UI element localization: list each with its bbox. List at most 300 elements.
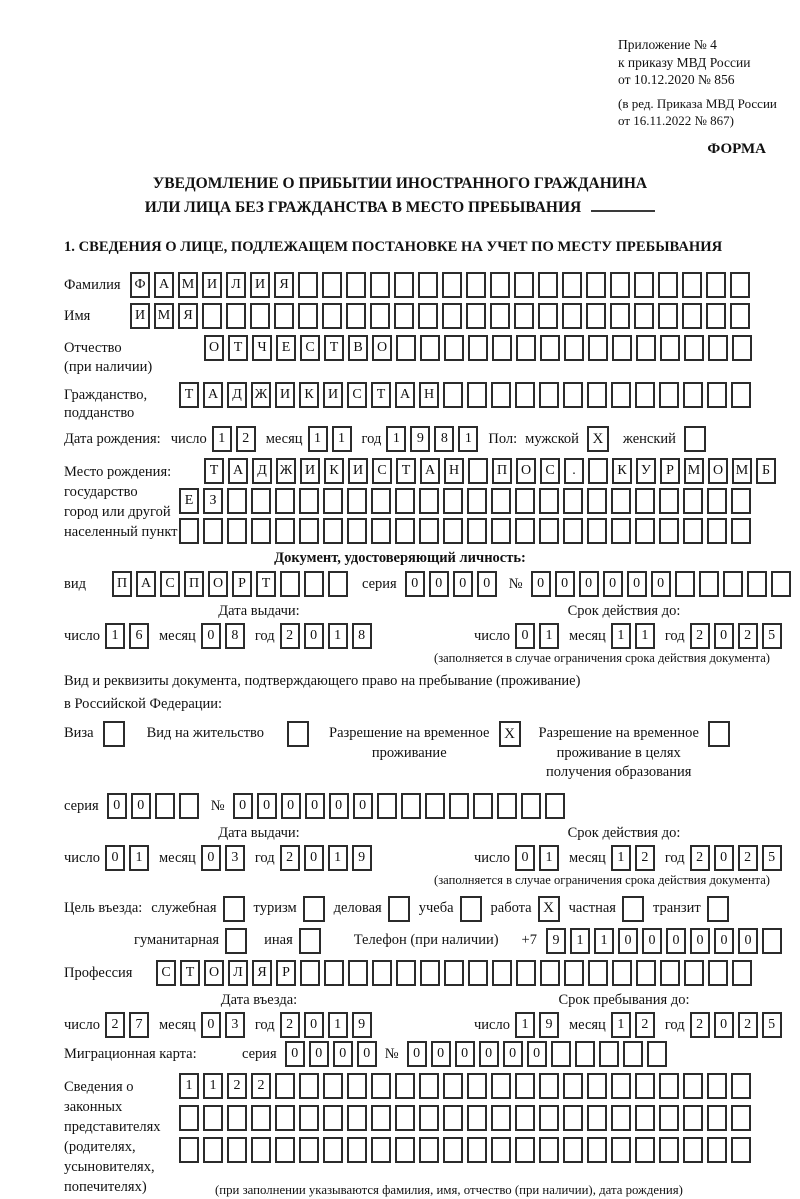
char-cell[interactable]: Д bbox=[252, 458, 272, 484]
char-cell[interactable]: 0 bbox=[405, 571, 425, 597]
purpose-checkbox[interactable]: X bbox=[538, 896, 560, 922]
char-cell[interactable] bbox=[372, 960, 392, 986]
char-cell[interactable]: Т bbox=[324, 335, 344, 361]
char-cell[interactable]: Т bbox=[371, 382, 391, 408]
char-cell[interactable] bbox=[371, 1105, 391, 1131]
char-cell[interactable] bbox=[660, 960, 680, 986]
char-cell[interactable] bbox=[227, 518, 247, 544]
char-cell[interactable] bbox=[545, 793, 565, 819]
char-cell[interactable]: 0 bbox=[281, 793, 301, 819]
char-cell[interactable] bbox=[587, 1105, 607, 1131]
char-cell[interactable]: 9 bbox=[539, 1012, 559, 1038]
char-cell[interactable] bbox=[468, 458, 488, 484]
purpose-checkbox[interactable] bbox=[225, 928, 247, 954]
char-cell[interactable]: И bbox=[275, 382, 295, 408]
char-cell[interactable]: Ч bbox=[252, 335, 272, 361]
char-cell[interactable]: 5 bbox=[762, 1012, 782, 1038]
char-cell[interactable] bbox=[467, 488, 487, 514]
char-cell[interactable] bbox=[611, 1137, 631, 1163]
char-cell[interactable] bbox=[699, 571, 719, 597]
char-cell[interactable]: М bbox=[684, 458, 704, 484]
char-cell[interactable]: 0 bbox=[477, 571, 497, 597]
char-cell[interactable] bbox=[370, 272, 390, 298]
char-cell[interactable]: 2 bbox=[738, 623, 758, 649]
char-cell[interactable] bbox=[515, 1073, 535, 1099]
char-cell[interactable] bbox=[202, 303, 222, 329]
char-cell[interactable] bbox=[599, 1041, 619, 1067]
char-cell[interactable]: 3 bbox=[225, 845, 245, 871]
char-cell[interactable] bbox=[539, 488, 559, 514]
char-cell[interactable]: 0 bbox=[690, 928, 710, 954]
char-cell[interactable] bbox=[203, 1137, 223, 1163]
char-cell[interactable] bbox=[610, 303, 630, 329]
char-cell[interactable] bbox=[659, 488, 679, 514]
char-cell[interactable] bbox=[466, 272, 486, 298]
purpose-checkbox[interactable] bbox=[299, 928, 321, 954]
char-cell[interactable]: О bbox=[208, 571, 228, 597]
char-cell[interactable]: 0 bbox=[107, 793, 127, 819]
char-cell[interactable]: 0 bbox=[651, 571, 671, 597]
char-cell[interactable] bbox=[634, 272, 654, 298]
char-cell[interactable] bbox=[731, 382, 751, 408]
char-cell[interactable] bbox=[539, 1073, 559, 1099]
char-cell[interactable] bbox=[275, 488, 295, 514]
char-cell[interactable]: 2 bbox=[738, 845, 758, 871]
char-cell[interactable] bbox=[251, 488, 271, 514]
char-cell[interactable]: 1 bbox=[611, 623, 631, 649]
char-cell[interactable] bbox=[587, 382, 607, 408]
char-cell[interactable] bbox=[706, 272, 726, 298]
char-cell[interactable] bbox=[563, 518, 583, 544]
char-cell[interactable] bbox=[635, 1073, 655, 1099]
char-cell[interactable] bbox=[347, 518, 367, 544]
char-cell[interactable] bbox=[395, 1137, 415, 1163]
char-cell[interactable] bbox=[348, 960, 368, 986]
char-cell[interactable] bbox=[659, 518, 679, 544]
char-cell[interactable] bbox=[396, 335, 416, 361]
char-cell[interactable] bbox=[551, 1041, 571, 1067]
char-cell[interactable] bbox=[659, 382, 679, 408]
char-cell[interactable]: 0 bbox=[503, 1041, 523, 1067]
char-cell[interactable] bbox=[514, 303, 534, 329]
char-cell[interactable] bbox=[444, 960, 464, 986]
char-cell[interactable]: . bbox=[564, 458, 584, 484]
char-cell[interactable]: С bbox=[540, 458, 560, 484]
char-cell[interactable] bbox=[539, 518, 559, 544]
char-cell[interactable] bbox=[731, 488, 751, 514]
char-cell[interactable] bbox=[491, 518, 511, 544]
char-cell[interactable] bbox=[251, 1105, 271, 1131]
char-cell[interactable]: Я bbox=[274, 272, 294, 298]
char-cell[interactable]: 0 bbox=[714, 623, 734, 649]
char-cell[interactable]: 1 bbox=[458, 426, 478, 452]
char-cell[interactable] bbox=[443, 382, 463, 408]
char-cell[interactable]: 0 bbox=[285, 1041, 305, 1067]
char-cell[interactable] bbox=[540, 960, 560, 986]
char-cell[interactable] bbox=[323, 1105, 343, 1131]
char-cell[interactable]: 2 bbox=[690, 623, 710, 649]
char-cell[interactable] bbox=[586, 303, 606, 329]
char-cell[interactable] bbox=[564, 335, 584, 361]
char-cell[interactable] bbox=[442, 303, 462, 329]
char-cell[interactable] bbox=[708, 335, 728, 361]
char-cell[interactable]: О bbox=[204, 335, 224, 361]
char-cell[interactable]: 0 bbox=[305, 793, 325, 819]
char-cell[interactable] bbox=[587, 1073, 607, 1099]
char-cell[interactable] bbox=[683, 518, 703, 544]
char-cell[interactable] bbox=[723, 571, 743, 597]
char-cell[interactable] bbox=[419, 1073, 439, 1099]
char-cell[interactable] bbox=[707, 382, 727, 408]
char-cell[interactable] bbox=[324, 960, 344, 986]
char-cell[interactable] bbox=[588, 458, 608, 484]
char-cell[interactable]: Е bbox=[179, 488, 199, 514]
char-cell[interactable] bbox=[611, 518, 631, 544]
char-cell[interactable]: И bbox=[130, 303, 150, 329]
char-cell[interactable]: К bbox=[612, 458, 632, 484]
char-cell[interactable] bbox=[683, 1105, 703, 1131]
char-cell[interactable] bbox=[538, 272, 558, 298]
char-cell[interactable] bbox=[647, 1041, 667, 1067]
char-cell[interactable] bbox=[467, 518, 487, 544]
char-cell[interactable] bbox=[635, 382, 655, 408]
char-cell[interactable]: Н bbox=[444, 458, 464, 484]
char-cell[interactable] bbox=[250, 303, 270, 329]
char-cell[interactable] bbox=[492, 960, 512, 986]
char-cell[interactable]: 2 bbox=[280, 1012, 300, 1038]
char-cell[interactable] bbox=[346, 272, 366, 298]
char-cell[interactable] bbox=[684, 335, 704, 361]
char-cell[interactable] bbox=[731, 1137, 751, 1163]
char-cell[interactable] bbox=[562, 303, 582, 329]
char-cell[interactable] bbox=[323, 488, 343, 514]
char-cell[interactable] bbox=[587, 488, 607, 514]
char-cell[interactable]: 0 bbox=[603, 571, 623, 597]
char-cell[interactable] bbox=[587, 1137, 607, 1163]
char-cell[interactable] bbox=[443, 488, 463, 514]
char-cell[interactable] bbox=[251, 1137, 271, 1163]
char-cell[interactable] bbox=[323, 518, 343, 544]
char-cell[interactable]: 0 bbox=[357, 1041, 377, 1067]
char-cell[interactable] bbox=[682, 303, 702, 329]
char-cell[interactable]: 2 bbox=[635, 1012, 655, 1038]
char-cell[interactable] bbox=[420, 960, 440, 986]
char-cell[interactable]: 0 bbox=[627, 571, 647, 597]
char-cell[interactable] bbox=[299, 1105, 319, 1131]
char-cell[interactable]: 0 bbox=[579, 571, 599, 597]
char-cell[interactable] bbox=[275, 1105, 295, 1131]
char-cell[interactable] bbox=[707, 488, 727, 514]
char-cell[interactable] bbox=[298, 272, 318, 298]
char-cell[interactable] bbox=[300, 960, 320, 986]
char-cell[interactable]: 2 bbox=[227, 1073, 247, 1099]
char-cell[interactable]: 1 bbox=[212, 426, 232, 452]
char-cell[interactable]: 2 bbox=[635, 845, 655, 871]
char-cell[interactable]: 9 bbox=[410, 426, 430, 452]
char-cell[interactable]: 0 bbox=[642, 928, 662, 954]
char-cell[interactable] bbox=[491, 1137, 511, 1163]
char-cell[interactable]: К bbox=[324, 458, 344, 484]
char-cell[interactable] bbox=[227, 1105, 247, 1131]
char-cell[interactable] bbox=[467, 382, 487, 408]
char-cell[interactable] bbox=[491, 382, 511, 408]
char-cell[interactable] bbox=[675, 571, 695, 597]
char-cell[interactable] bbox=[275, 1137, 295, 1163]
char-cell[interactable]: У bbox=[636, 458, 656, 484]
char-cell[interactable] bbox=[419, 518, 439, 544]
char-cell[interactable] bbox=[516, 335, 536, 361]
char-cell[interactable] bbox=[227, 1137, 247, 1163]
char-cell[interactable] bbox=[491, 1073, 511, 1099]
char-cell[interactable]: 3 bbox=[225, 1012, 245, 1038]
char-cell[interactable] bbox=[443, 1105, 463, 1131]
char-cell[interactable]: Р bbox=[276, 960, 296, 986]
char-cell[interactable]: О bbox=[516, 458, 536, 484]
char-cell[interactable]: 2 bbox=[738, 1012, 758, 1038]
char-cell[interactable]: С bbox=[156, 960, 176, 986]
char-cell[interactable]: 1 bbox=[635, 623, 655, 649]
char-cell[interactable]: 0 bbox=[714, 1012, 734, 1038]
char-cell[interactable]: С bbox=[300, 335, 320, 361]
visa-checkbox[interactable] bbox=[103, 721, 125, 747]
char-cell[interactable] bbox=[707, 518, 727, 544]
char-cell[interactable] bbox=[418, 303, 438, 329]
char-cell[interactable] bbox=[731, 518, 751, 544]
char-cell[interactable] bbox=[623, 1041, 643, 1067]
char-cell[interactable]: А bbox=[420, 458, 440, 484]
char-cell[interactable] bbox=[562, 272, 582, 298]
char-cell[interactable] bbox=[328, 571, 348, 597]
char-cell[interactable]: 9 bbox=[352, 1012, 372, 1038]
char-cell[interactable] bbox=[706, 303, 726, 329]
char-cell[interactable] bbox=[497, 793, 517, 819]
char-cell[interactable] bbox=[473, 793, 493, 819]
char-cell[interactable]: З bbox=[203, 488, 223, 514]
char-cell[interactable] bbox=[419, 1137, 439, 1163]
char-cell[interactable]: И bbox=[202, 272, 222, 298]
char-cell[interactable] bbox=[762, 928, 782, 954]
char-cell[interactable]: 2 bbox=[280, 623, 300, 649]
char-cell[interactable] bbox=[731, 1105, 751, 1131]
char-cell[interactable] bbox=[490, 272, 510, 298]
char-cell[interactable] bbox=[612, 335, 632, 361]
char-cell[interactable]: 6 bbox=[129, 623, 149, 649]
char-cell[interactable] bbox=[274, 303, 294, 329]
char-cell[interactable]: 0 bbox=[309, 1041, 329, 1067]
char-cell[interactable] bbox=[466, 303, 486, 329]
char-cell[interactable]: 0 bbox=[257, 793, 277, 819]
char-cell[interactable] bbox=[612, 960, 632, 986]
char-cell[interactable]: 1 bbox=[328, 1012, 348, 1038]
char-cell[interactable] bbox=[491, 488, 511, 514]
char-cell[interactable] bbox=[443, 1137, 463, 1163]
char-cell[interactable]: 1 bbox=[539, 845, 559, 871]
char-cell[interactable] bbox=[395, 488, 415, 514]
char-cell[interactable]: Л bbox=[226, 272, 246, 298]
char-cell[interactable] bbox=[563, 1073, 583, 1099]
char-cell[interactable] bbox=[611, 382, 631, 408]
char-cell[interactable] bbox=[322, 272, 342, 298]
char-cell[interactable]: 5 bbox=[762, 623, 782, 649]
char-cell[interactable] bbox=[467, 1105, 487, 1131]
char-cell[interactable] bbox=[492, 335, 512, 361]
char-cell[interactable] bbox=[587, 518, 607, 544]
char-cell[interactable]: 1 bbox=[129, 845, 149, 871]
char-cell[interactable] bbox=[347, 1073, 367, 1099]
char-cell[interactable] bbox=[683, 1073, 703, 1099]
char-cell[interactable] bbox=[708, 960, 728, 986]
char-cell[interactable] bbox=[347, 1137, 367, 1163]
char-cell[interactable]: А bbox=[228, 458, 248, 484]
char-cell[interactable]: Т bbox=[204, 458, 224, 484]
char-cell[interactable] bbox=[635, 488, 655, 514]
char-cell[interactable] bbox=[730, 272, 750, 298]
char-cell[interactable] bbox=[227, 488, 247, 514]
char-cell[interactable] bbox=[396, 960, 416, 986]
char-cell[interactable] bbox=[298, 303, 318, 329]
char-cell[interactable]: 0 bbox=[666, 928, 686, 954]
char-cell[interactable] bbox=[586, 272, 606, 298]
char-cell[interactable] bbox=[539, 382, 559, 408]
char-cell[interactable]: И bbox=[250, 272, 270, 298]
char-cell[interactable] bbox=[395, 518, 415, 544]
temp-permit-checkbox[interactable]: X bbox=[499, 721, 521, 747]
char-cell[interactable]: 0 bbox=[453, 571, 473, 597]
char-cell[interactable]: 1 bbox=[611, 1012, 631, 1038]
char-cell[interactable]: Ф bbox=[130, 272, 150, 298]
char-cell[interactable]: 8 bbox=[434, 426, 454, 452]
char-cell[interactable] bbox=[275, 1073, 295, 1099]
char-cell[interactable] bbox=[521, 793, 541, 819]
char-cell[interactable] bbox=[659, 1073, 679, 1099]
char-cell[interactable] bbox=[419, 1105, 439, 1131]
char-cell[interactable] bbox=[371, 518, 391, 544]
char-cell[interactable] bbox=[683, 488, 703, 514]
char-cell[interactable] bbox=[707, 1137, 727, 1163]
char-cell[interactable]: О bbox=[708, 458, 728, 484]
char-cell[interactable]: О bbox=[204, 960, 224, 986]
char-cell[interactable] bbox=[636, 335, 656, 361]
char-cell[interactable]: 1 bbox=[386, 426, 406, 452]
char-cell[interactable] bbox=[280, 571, 300, 597]
char-cell[interactable] bbox=[682, 272, 702, 298]
char-cell[interactable] bbox=[395, 1073, 415, 1099]
char-cell[interactable]: М bbox=[178, 272, 198, 298]
char-cell[interactable] bbox=[515, 488, 535, 514]
char-cell[interactable] bbox=[299, 1073, 319, 1099]
char-cell[interactable] bbox=[732, 960, 752, 986]
char-cell[interactable]: И bbox=[348, 458, 368, 484]
char-cell[interactable]: Ж bbox=[251, 382, 271, 408]
char-cell[interactable] bbox=[395, 1105, 415, 1131]
char-cell[interactable] bbox=[442, 272, 462, 298]
char-cell[interactable]: Е bbox=[276, 335, 296, 361]
char-cell[interactable]: 0 bbox=[479, 1041, 499, 1067]
char-cell[interactable] bbox=[418, 272, 438, 298]
char-cell[interactable] bbox=[304, 571, 324, 597]
char-cell[interactable]: 0 bbox=[714, 928, 734, 954]
char-cell[interactable]: С bbox=[160, 571, 180, 597]
char-cell[interactable] bbox=[490, 303, 510, 329]
char-cell[interactable]: 1 bbox=[332, 426, 352, 452]
char-cell[interactable] bbox=[449, 793, 469, 819]
char-cell[interactable] bbox=[610, 272, 630, 298]
char-cell[interactable] bbox=[588, 335, 608, 361]
char-cell[interactable]: 0 bbox=[105, 845, 125, 871]
char-cell[interactable]: 1 bbox=[308, 426, 328, 452]
char-cell[interactable] bbox=[515, 1137, 535, 1163]
char-cell[interactable]: Б bbox=[756, 458, 776, 484]
char-cell[interactable] bbox=[658, 303, 678, 329]
char-cell[interactable] bbox=[730, 303, 750, 329]
char-cell[interactable] bbox=[443, 1073, 463, 1099]
char-cell[interactable] bbox=[658, 272, 678, 298]
char-cell[interactable] bbox=[394, 272, 414, 298]
char-cell[interactable]: 1 bbox=[611, 845, 631, 871]
char-cell[interactable]: 0 bbox=[714, 845, 734, 871]
char-cell[interactable] bbox=[575, 1041, 595, 1067]
char-cell[interactable] bbox=[203, 1105, 223, 1131]
char-cell[interactable]: В bbox=[348, 335, 368, 361]
char-cell[interactable] bbox=[323, 1073, 343, 1099]
char-cell[interactable] bbox=[540, 335, 560, 361]
char-cell[interactable] bbox=[251, 518, 271, 544]
char-cell[interactable] bbox=[275, 518, 295, 544]
char-cell[interactable] bbox=[563, 488, 583, 514]
purpose-checkbox[interactable] bbox=[460, 896, 482, 922]
char-cell[interactable]: Я bbox=[178, 303, 198, 329]
char-cell[interactable]: 1 bbox=[570, 928, 590, 954]
char-cell[interactable] bbox=[515, 518, 535, 544]
char-cell[interactable] bbox=[179, 518, 199, 544]
char-cell[interactable]: М bbox=[732, 458, 752, 484]
char-cell[interactable] bbox=[684, 960, 704, 986]
char-cell[interactable] bbox=[377, 793, 397, 819]
char-cell[interactable]: Я bbox=[252, 960, 272, 986]
char-cell[interactable]: 1 bbox=[105, 623, 125, 649]
char-cell[interactable]: 0 bbox=[407, 1041, 427, 1067]
char-cell[interactable] bbox=[611, 488, 631, 514]
char-cell[interactable]: 9 bbox=[546, 928, 566, 954]
char-cell[interactable] bbox=[370, 303, 390, 329]
sex-male-checkbox[interactable]: X bbox=[587, 426, 609, 452]
char-cell[interactable] bbox=[299, 1137, 319, 1163]
char-cell[interactable] bbox=[563, 1105, 583, 1131]
char-cell[interactable] bbox=[659, 1105, 679, 1131]
char-cell[interactable] bbox=[747, 571, 767, 597]
char-cell[interactable]: 0 bbox=[531, 571, 551, 597]
char-cell[interactable] bbox=[611, 1105, 631, 1131]
sex-female-checkbox[interactable] bbox=[684, 426, 706, 452]
char-cell[interactable] bbox=[425, 793, 445, 819]
char-cell[interactable]: 1 bbox=[179, 1073, 199, 1099]
char-cell[interactable] bbox=[444, 335, 464, 361]
char-cell[interactable]: К bbox=[299, 382, 319, 408]
char-cell[interactable]: 9 bbox=[352, 845, 372, 871]
char-cell[interactable] bbox=[299, 488, 319, 514]
char-cell[interactable]: Т bbox=[180, 960, 200, 986]
char-cell[interactable]: 7 bbox=[129, 1012, 149, 1038]
char-cell[interactable]: 2 bbox=[251, 1073, 271, 1099]
char-cell[interactable] bbox=[611, 1073, 631, 1099]
char-cell[interactable] bbox=[468, 960, 488, 986]
char-cell[interactable]: Ж bbox=[276, 458, 296, 484]
char-cell[interactable] bbox=[443, 518, 463, 544]
char-cell[interactable]: 1 bbox=[328, 623, 348, 649]
char-cell[interactable] bbox=[419, 488, 439, 514]
char-cell[interactable]: А bbox=[136, 571, 156, 597]
char-cell[interactable]: 0 bbox=[353, 793, 373, 819]
